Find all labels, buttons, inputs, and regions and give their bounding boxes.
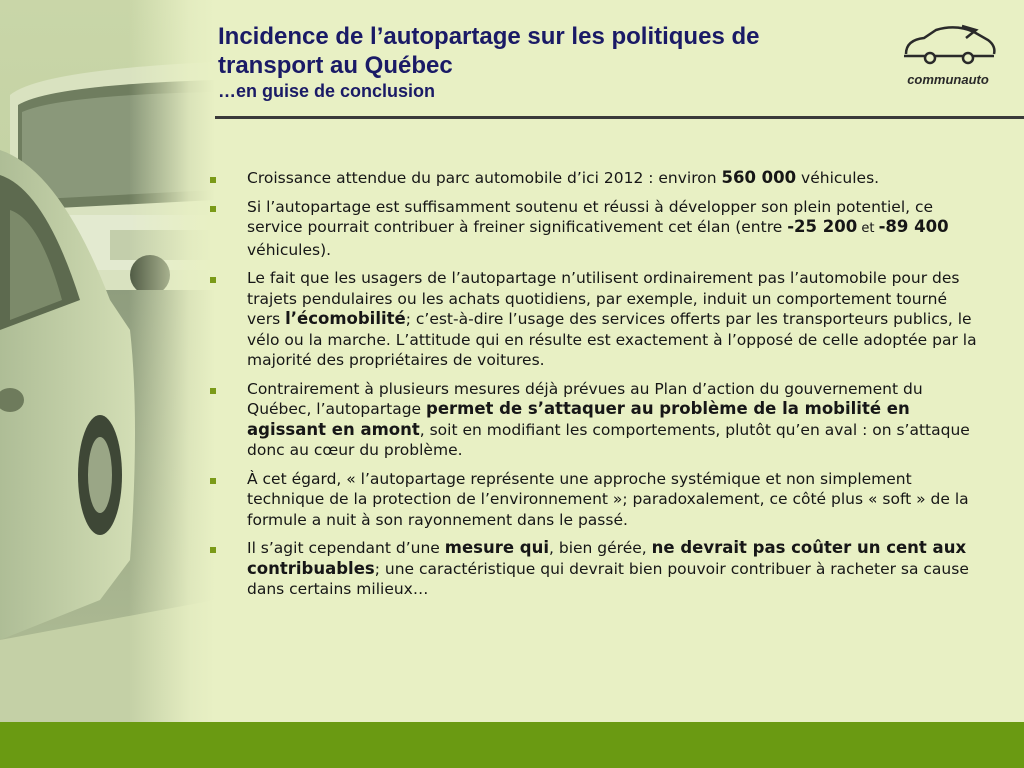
square-bullet-icon <box>210 478 216 484</box>
communauto-logo <box>896 22 1000 94</box>
bullet-item <box>210 168 982 189</box>
bullet-text: Le fait que les usagers de l’autopartage n’utilisent ordinairement pas l’automobile pour des trajets pendulaires ou les achats quotidiens, par exemple, induit un comportement tourné vers <box>247 269 960 328</box>
square-bullet-icon <box>210 547 216 553</box>
bullet-item <box>210 268 982 371</box>
bullet-item <box>210 538 982 600</box>
bullet-text: Il s’agit cependant d’une <box>247 539 445 557</box>
bullet-text: et <box>857 221 879 236</box>
bullet-text: Contrairement à plusieurs mesures déjà prévues au Plan d’action du gouvernement du Québec, l’autopartage <box>247 379 923 418</box>
bullet-list <box>210 168 982 608</box>
bullet-emphasis: -25 200 <box>787 217 858 236</box>
bullet-emphasis: 560 000 <box>721 168 797 187</box>
slide-title: Incidence de l’autopartage sur les politiques de transport au Québec <box>218 23 760 79</box>
bullet-text: Si l’autopartage est suffisamment soutenu et réussi à développer son plein potentiel, ce service pourrait contribuer à freiner significativement cet élan (entre <box>247 197 934 236</box>
bullet-emphasis: ne devrait pas coûter un cent aux contribuables <box>247 538 967 578</box>
title-divider <box>215 116 1024 119</box>
logo-text: communauto <box>907 72 989 87</box>
square-bullet-icon <box>210 177 216 183</box>
bullet-text: , soit en modifiant les comportements, plutôt qu’en aval : on s’attaque donc au cœur du problème. <box>247 420 970 459</box>
footer-bar <box>0 722 1024 768</box>
background-photo <box>0 0 215 722</box>
bullet-text: À cet égard, « l’autopartage représente une approche systémique et non simplement technique de la protection de l’environnement »; paradoxalement, ce côté plus « soft » de la formule a nuit à son rayonnement dans le passé. <box>247 469 969 529</box>
car-arrow-icon <box>896 22 1000 72</box>
square-bullet-icon <box>210 277 216 283</box>
title-block <box>218 22 818 102</box>
bullet-emphasis: -89 400 <box>878 217 949 236</box>
bullet-text: véhicules). <box>247 240 332 259</box>
bullet-item <box>210 197 982 261</box>
bullet-text: , bien gérée, <box>549 539 652 557</box>
square-bullet-icon <box>210 206 216 212</box>
bullet-item <box>210 379 982 461</box>
bullet-item <box>210 469 982 531</box>
bullet-emphasis: mesure qui <box>444 538 550 557</box>
bullet-emphasis: l’écomobilité <box>285 309 406 328</box>
bullet-emphasis: permet de s’attaquer au problème de la mobilité en agissant en amont <box>247 399 910 439</box>
slide-subtitle: …en guise de conclusion <box>218 81 436 101</box>
bullet-text: ; une caractéristique qui devrait bien pouvoir contribuer à racheter sa cause dans certains milieux… <box>247 559 969 598</box>
square-bullet-icon <box>210 388 216 394</box>
bullet-text: véhicules. <box>796 169 880 187</box>
bullet-text: Croissance attendue du parc automobile d’ici 2012 : environ <box>247 169 722 187</box>
bullet-text: ; c’est-à-dire l’usage des services offerts par les transporteurs publics, le vélo ou la marche. L’attitude qui en résulte est exactement à l’opposé de celle adoptée par la majorité des propriétaires de voitures. <box>247 310 977 369</box>
